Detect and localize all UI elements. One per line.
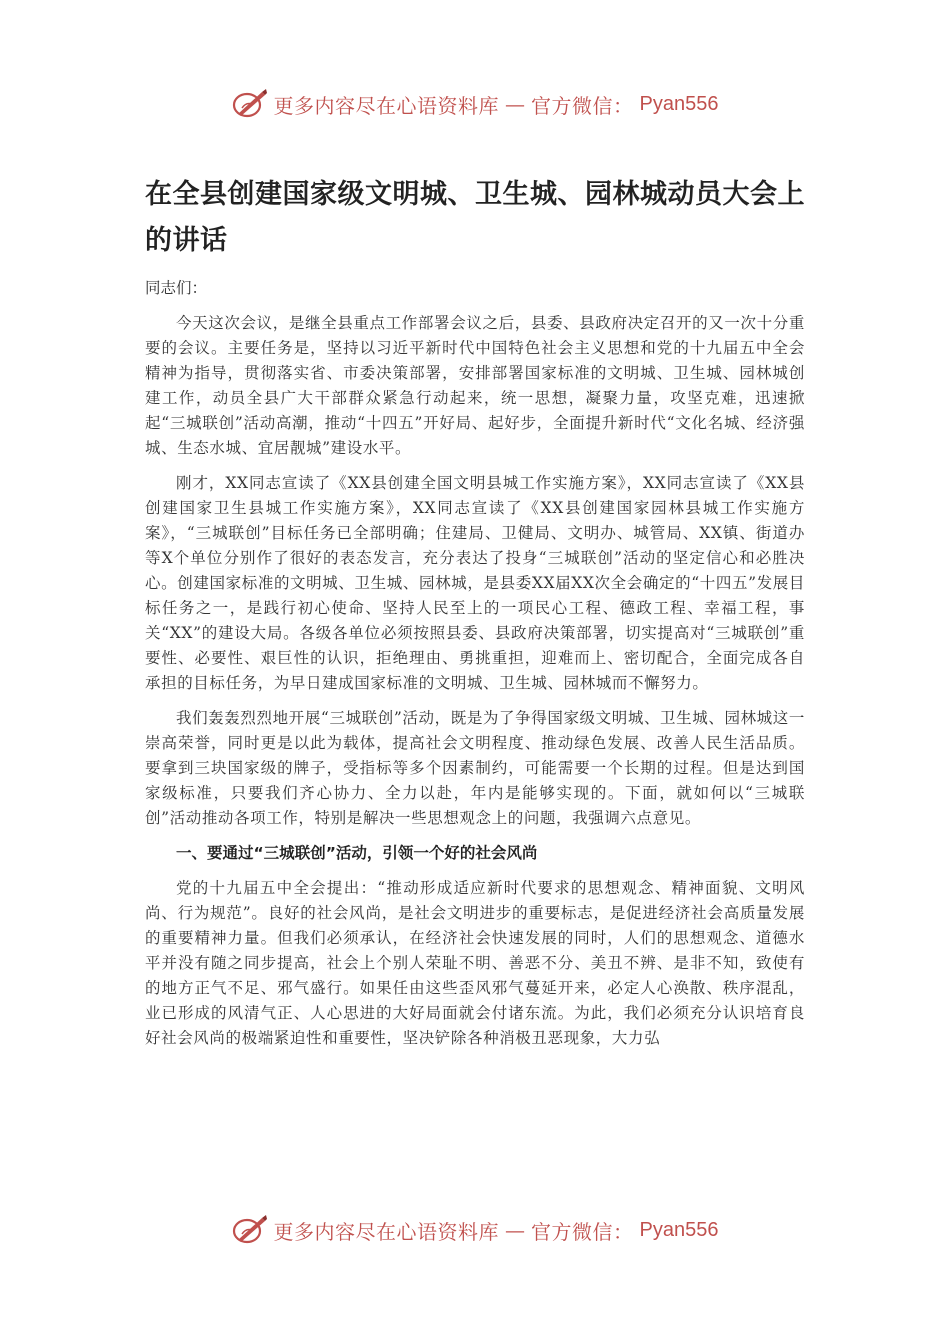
banner-official-label: 官方微信： [531, 93, 634, 118]
banner-content [232, 88, 719, 120]
section-heading-1: 一、要通过“三城联创”活动，引领一个好的社会风尚 [176, 844, 538, 862]
paragraph-3: 我们轰轰烈烈地开展“三城联创”活动，既是为了争得国家级文明城、卫生城、园林城这一崇高荣誉，同时更是以此为载体，提高社会文明程度、推动绿色发展、改善人民生活品质。要拿到三块国家级的牌子，受指标等多个因素制约，可能需要一个长期的过程。但是达到国家级标准，只要我们齐心协力、全力以赴，年内是能够实现的。下面，就如何以“三城联创”活动推动各项工作，特别是解决一些思想观念上的问题，我强调六点意见。 [145, 709, 805, 827]
document-body [145, 172, 805, 1061]
header-watermark-banner [0, 84, 950, 124]
banner-separator: — [505, 1218, 526, 1242]
banner-slogan: 更多内容尽在心语资料库 [273, 1219, 500, 1244]
paragraph-1: 今天这次会议，是继全县重点工作部署会议之后，县委、县政府决定召开的又一次十分重要的会议。主要任务是，坚持以习近平新时代中国特色社会主义思想和党的十九届五中全会精神为指导，贯彻落实省、市委决策部署，安排部署国家标准的文明城、卫生城、园林城创建工作，动员全县广大干部群众紧急行动起来，统一思想，凝聚力量，攻坚克难，迅速掀起“三城联创”活动高潮，推动“十四五”开好局、起好步，全面提升新时代“文化名城、经济强城、生态水城、宜居靓城”建设水平。 [145, 314, 805, 457]
banner-wechat-id: Pyan556 [639, 92, 719, 115]
pen-logo-icon [232, 1214, 268, 1246]
pen-logo-icon [232, 88, 268, 120]
banner-separator: — [505, 92, 526, 116]
banner-slogan: 更多内容尽在心语资料库 [273, 93, 500, 118]
document-title: 在全县创建国家级文明城、卫生城、园林城动员大会上的讲话 [145, 179, 805, 256]
banner-wechat-id: Pyan556 [639, 1218, 719, 1241]
banner-official-label: 官方微信： [531, 1219, 634, 1244]
banner-content [232, 1214, 719, 1246]
paragraph-2: 刚才，XX同志宣读了《XX县创建全国文明县城工作实施方案》，XX同志宣读了《XX县创建国家卫生县城工作实施方案》，XX同志宣读了《XX县创建国家园林县城工作实施方案》，“三城联创”目标任务已全部明确；住建局、卫健局、文明办、城管局、XX镇、街道办等X个单位分别作了很好的表态发言，充分表达了投身“三城联创”活动的坚定信心和必胜决心。创建国家标准的文明城、卫生城、园林城，是县委XX届XX次全会确定的“十四五”发展目标任务之一，是践行初心使命、坚持人民至上的一项民心工程、德政工程、幸福工程，事关“XX”的建设大局。各级各单位必须按照县委、县政府决策部署，切实提高对“三城联创”重要性、必要性、艰巨性的认识，拒绝理由、勇挑重担，迎难而上、密切配合，全面完成各自承担的目标任务，为早日建成国家标准的文明城、卫生城、园林城而不懈努力。 [145, 474, 805, 692]
paragraph-4: 党的十九届五中全会提出：“推动形成适应新时代要求的思想观念、精神面貌、文明风尚、行为规范”。良好的社会风尚，是社会文明进步的重要标志，是促进经济社会高质量发展的重要精神力量。但我们必须承认，在经济社会快速发展的同时，人们的思想观念、道德水平并没有随之同步提高，社会上个别人荣耻不明、善恶不分、美丑不辨、是非不知，致使有的地方正气不足、邪气盛行。如果任由这些歪风邪气蔓延开来，必定人心涣散、秩序混乱，业已形成的风清气正、人心思进的大好局面就会付诸东流。为此，我们必须充分认识培育良好社会风尚的极端紧迫性和重要性，坚决铲除各种消极丑恶现象，大力弘 [145, 879, 805, 1047]
salutation: 同志们： [145, 279, 208, 297]
footer-watermark-banner [0, 1210, 950, 1250]
